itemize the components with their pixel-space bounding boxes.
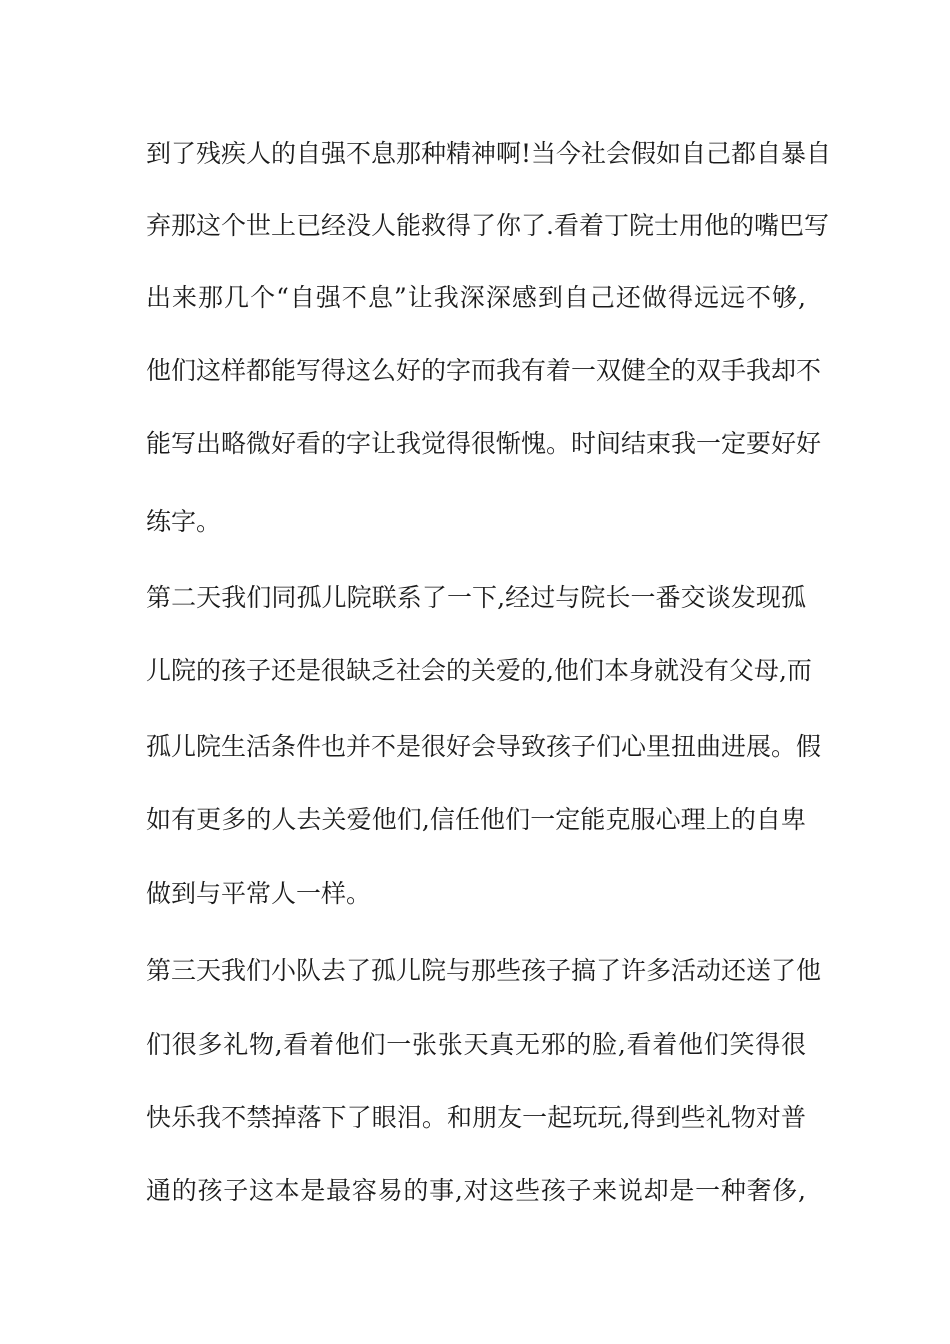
- text-line: 第三天我们小队去了孤儿院与那些孩子搞了许多活动还送了他: [146, 956, 822, 985]
- text-line: 如有更多的人去关爱他们,信任他们一定能克服心理上的自卑: [146, 805, 806, 834]
- text-line: 能写出略微好看的字让我觉得很惭愧。时间结束我一定要好好: [146, 429, 822, 458]
- text-line: 孤儿院生活条件也并不是很好会导致孩子们心里扭曲进展。假: [146, 732, 822, 761]
- text-line: 儿院的孩子还是很缺乏社会的关爱的,他们本身就没有父母,而: [146, 656, 812, 685]
- text-line: 练字。: [146, 507, 222, 536]
- text-line: 弃那这个世上已经没人能救得了你了.看着丁院士用他的嘴巴写: [146, 211, 829, 240]
- text-line: 到了残疾人的自强不息那种精神啊!当今社会假如自己都自暴自: [146, 139, 832, 168]
- text-line: 们很多礼物,看着他们一张张天真无邪的脸,看着他们笑得很: [146, 1030, 806, 1059]
- text-line: 快乐我不禁掉落下了眼泪。和朋友一起玩玩,得到些礼物对普: [146, 1103, 806, 1132]
- text-line: 第二天我们同孤儿院联系了一下,经过与院长一番交谈发现孤: [146, 583, 806, 612]
- text-line: 做到与平常人一样。: [146, 879, 372, 908]
- text-line: 通的孩子这本是最容易的事,对这些孩子来说却是一种奢侈,: [146, 1176, 806, 1205]
- text-line: 出来那几个“自强不息”让我深深感到自己还做得远远不够,: [146, 283, 806, 312]
- text-line: 他们这样都能写得这么好的字而我有着一双健全的双手我却不: [146, 356, 822, 385]
